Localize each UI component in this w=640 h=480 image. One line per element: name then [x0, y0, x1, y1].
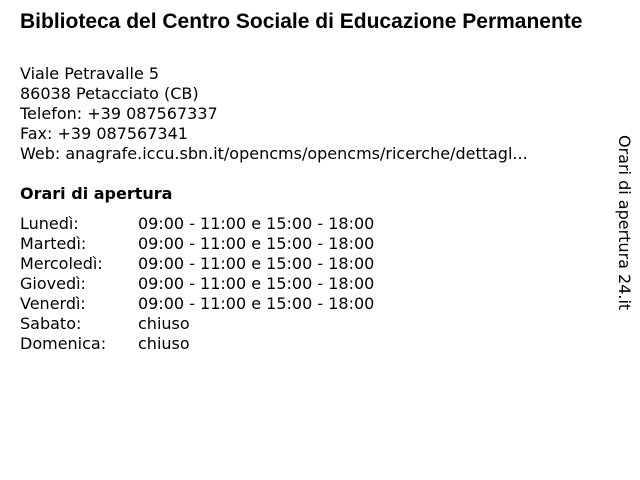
day-label: Giovedì: — [20, 274, 86, 293]
hours-row-sunday — [20, 334, 374, 354]
hours-row-tuesday — [20, 234, 374, 254]
time-value: 09:00 - 11:00 e 15:00 - 18:00 — [138, 274, 375, 293]
time-value: 09:00 - 11:00 e 15:00 - 18:00 — [138, 234, 375, 253]
hours-row-monday — [20, 214, 374, 234]
city-address: 86038 Petacciato (CB) — [20, 84, 199, 103]
site-brand-watermark: Orari di apertura 24.it — [615, 135, 634, 311]
day-label: Domenica: — [20, 334, 107, 353]
time-value: 09:00 - 11:00 e 15:00 - 18:00 — [138, 214, 375, 233]
time-value: chiuso — [138, 334, 190, 353]
hours-row-friday — [20, 294, 374, 314]
library-title: Biblioteca del Centro Sociale di Educazione Permanente — [20, 10, 583, 33]
opening-hours-table — [20, 214, 374, 354]
day-label: Sabato: — [20, 314, 82, 333]
website-link[interactable]: Web: anagrafe.iccu.sbn.it/opencms/opencms/ricerche/dettagl... — [20, 144, 528, 163]
day-label: Lunedì: — [20, 214, 79, 233]
hours-row-wednesday — [20, 254, 374, 274]
street-address: Viale Petravalle 5 — [20, 64, 160, 83]
fax-number: Fax: +39 087567341 — [20, 124, 188, 143]
day-label: Mercoledì: — [20, 254, 103, 273]
phone-number: Telefon: +39 087567337 — [20, 104, 218, 123]
hours-row-saturday — [20, 314, 374, 334]
day-label: Venerdì: — [20, 294, 86, 313]
hours-row-thursday — [20, 274, 374, 294]
time-value: 09:00 - 11:00 e 15:00 - 18:00 — [138, 294, 375, 313]
time-value: 09:00 - 11:00 e 15:00 - 18:00 — [138, 254, 375, 273]
time-value: chiuso — [138, 314, 190, 333]
contact-block — [20, 64, 528, 164]
opening-hours-heading: Orari di apertura — [20, 184, 173, 203]
day-label: Martedì: — [20, 234, 87, 253]
